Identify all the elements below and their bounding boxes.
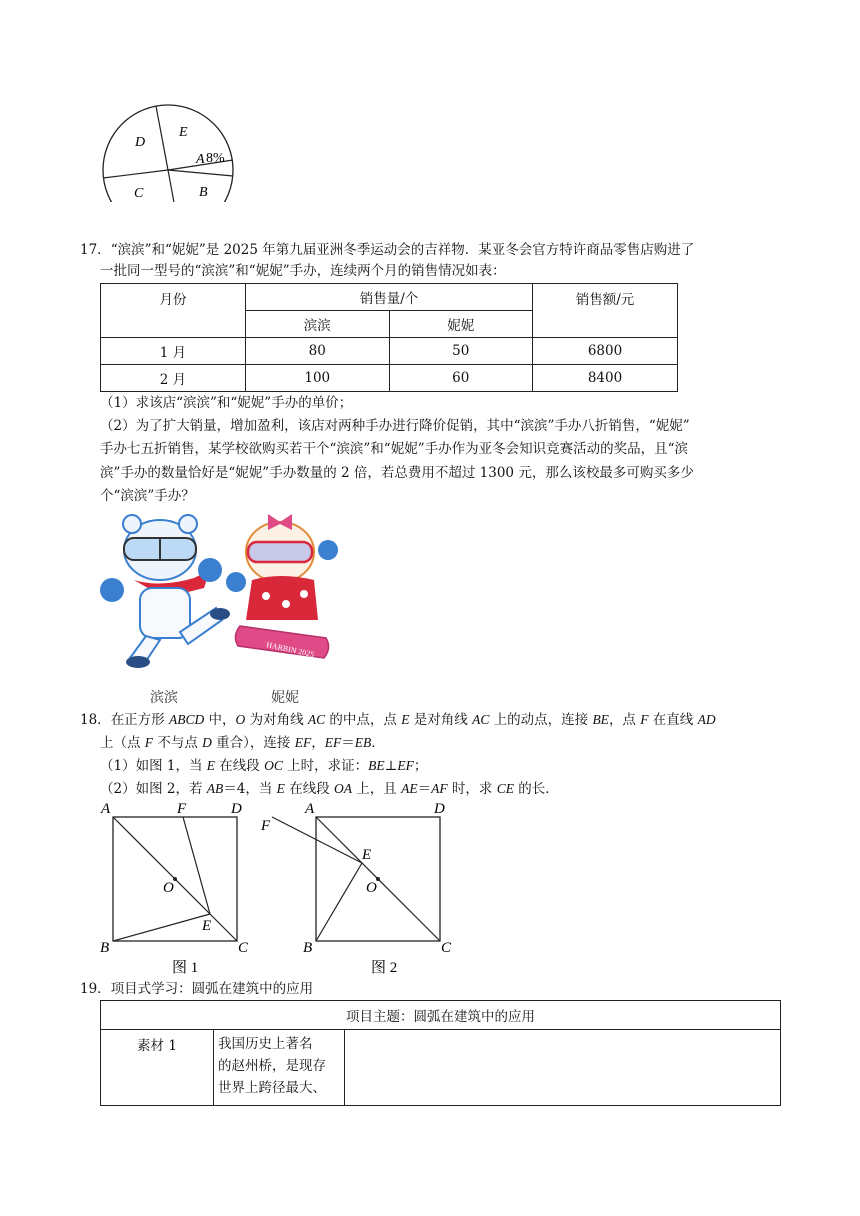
table-row — [101, 338, 678, 365]
pie-divider-de — [156, 106, 168, 170]
fig2-label-a: A — [305, 801, 315, 817]
q17-part2-l3: 滨”手办的数量恰好是“妮妮”手办数量的 2 倍，若总费用不超过 1300 元，那么该校最多可购买多少 — [100, 465, 694, 481]
q17-part2-l1: （2）为了扩大销量，增加盈利，该店对两种手办进行降价促销，其中“滨滨”手办八折销售，“妮妮” — [100, 418, 690, 434]
geometry-figure-1 — [98, 800, 258, 978]
th-amount: 销售额/元 — [533, 284, 678, 338]
q18-line2: 上（点 F 不与点 D 重合），连接 EF，EF＝EB． — [100, 735, 385, 751]
fig2-label-c: C — [441, 940, 452, 956]
project-table — [100, 1000, 781, 1106]
material-image-cell — [345, 1030, 781, 1106]
sales-table — [100, 283, 678, 392]
caption-nini: 妮妮 — [271, 691, 299, 706]
q17-line2: 一批同一型号的“滨滨”和“妮妮”手办，连续两个月的销售情况如表： — [100, 263, 506, 279]
cell-nini: 60 — [389, 365, 533, 392]
material-label: 素材 1 — [101, 1030, 214, 1106]
cell-month: 1 月 — [101, 338, 246, 365]
q17-line1 — [80, 240, 694, 260]
pie-label-a: A — [196, 152, 205, 167]
th-binbin: 滨滨 — [246, 311, 390, 338]
fig1-label-b: B — [100, 940, 110, 956]
q18-line1: 18．在正方形 ABCD 中，O 为对角线 AC 的中点，点 E 是对角线 AC 上的动点，连接 BE，点 F 在直线 AD — [80, 712, 716, 728]
q18-part2: （2）如图 2，若 AB＝4，当 E 在线段 OA 上，且 AE＝AF 时，求 CE 的长． — [100, 781, 559, 797]
cell-binbin: 80 — [246, 338, 390, 365]
material-text-line: 世界上跨径最大、 — [218, 1080, 326, 1096]
pie-divider-ab — [168, 170, 233, 176]
q19-title: 19．项目式学习：圆弧在建筑中的应用 — [80, 981, 314, 997]
cell-amount: 8400 — [533, 365, 678, 392]
fig1-label-d: D — [231, 801, 242, 817]
pie-label-d: D — [135, 135, 146, 150]
th-qty: 销售量/个 — [246, 284, 533, 311]
mascot-figure — [100, 508, 360, 708]
fig2-label-b: B — [303, 940, 313, 956]
geometry-figure-2 — [256, 800, 456, 978]
project-table-header: 项目主题：圆弧在建筑中的应用 — [101, 1001, 781, 1030]
q17-number: 17． — [80, 242, 111, 258]
q17-part2-l4: 个“滨滨”手办？ — [100, 488, 195, 504]
pie-label-c: C — [134, 186, 144, 201]
cell-amount: 6800 — [533, 338, 678, 365]
pie-figure — [100, 102, 240, 202]
cell-nini: 50 — [389, 338, 533, 365]
th-month: 月份 — [101, 284, 246, 338]
pie-divider-bc — [168, 170, 180, 202]
q17-part1: （1）求该店“滨滨”和“妮妮”手办的单价； — [100, 395, 353, 411]
fig2-label-f: F — [261, 818, 271, 834]
q17-part2-l2: 手办七五折销售，某学校欲购买若干个“滨滨”和“妮妮”手办作为亚冬会知识竞赛活动的奖品，且“滨 — [100, 441, 689, 457]
fig1-caption: 图 1 — [172, 960, 199, 976]
pie-label-e: E — [179, 125, 188, 140]
pie-label-b: B — [199, 185, 208, 200]
fig1-label-c: C — [238, 940, 249, 956]
caption-binbin: 滨滨 — [150, 691, 178, 706]
fig2-label-d: D — [434, 801, 445, 817]
fig1-label-e: E — [202, 918, 212, 934]
fig2-label-o: O — [366, 880, 377, 896]
material-text — [214, 1030, 345, 1106]
fig2-caption: 图 2 — [371, 960, 398, 976]
cell-binbin: 100 — [246, 365, 390, 392]
material-text-line: 我国历史上著名 — [218, 1036, 313, 1052]
nini-mascot-image — [226, 514, 338, 659]
fig1-label-f: F — [177, 801, 187, 817]
q18-part1: （1）如图 1，当 E 在线段 OC 上时，求证：BE⊥EF； — [100, 758, 428, 774]
board-text: HARBIN 2025 — [265, 640, 315, 660]
pie-label-pct: 8% — [206, 151, 225, 166]
pie-divider-cd — [103, 170, 168, 178]
table-row — [101, 1030, 781, 1106]
material-text-line: 的赵州桥，是现存 — [218, 1058, 326, 1074]
table-row — [101, 365, 678, 392]
fig1-label-a: A — [101, 801, 111, 817]
fig1-label-o: O — [163, 880, 174, 896]
q17-text-1: “滨滨”和“妮妮”是 2025 年第九届亚洲冬季运动会的吉祥物．某亚冬会官方特许商品零售店购进了 — [110, 242, 695, 258]
binbin-mascot-image — [100, 515, 230, 668]
fig2-label-e: E — [362, 847, 372, 863]
cell-month: 2 月 — [101, 365, 246, 392]
th-nini: 妮妮 — [389, 311, 533, 338]
